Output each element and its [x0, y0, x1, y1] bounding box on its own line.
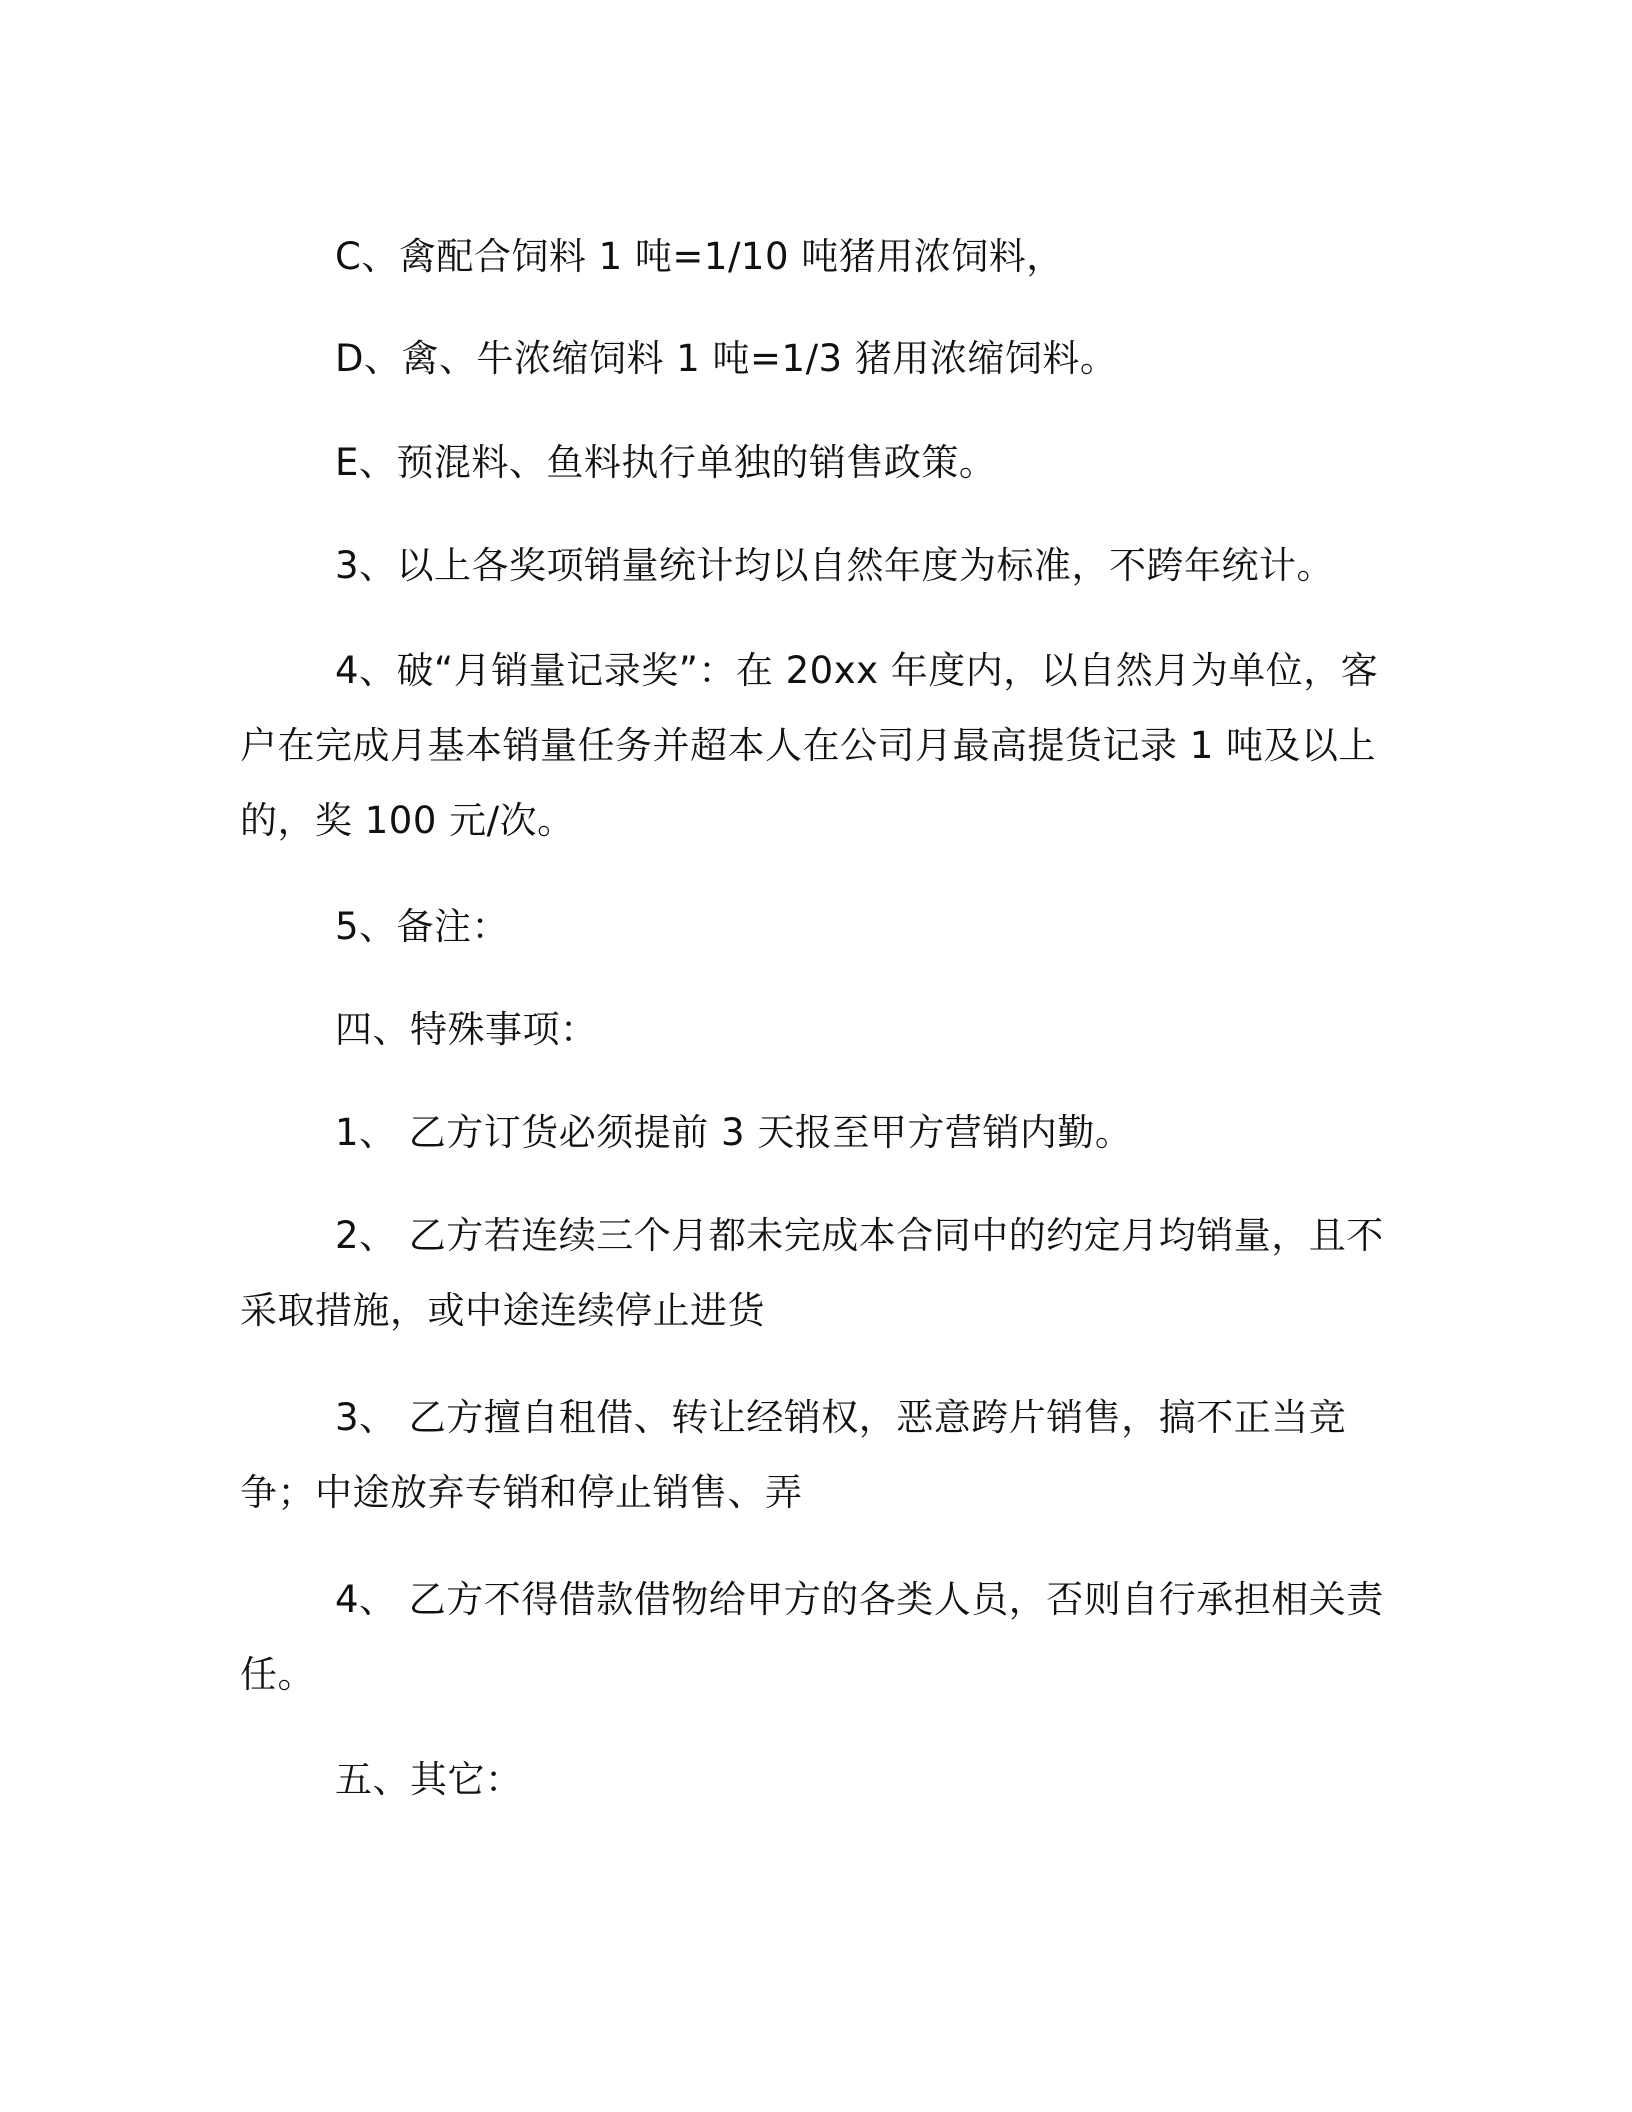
- paragraph-special-2: 2、 乙方若连续三个月都未完成本合同中的约定月均销量，且不采取措施，或中途连续停止进货: [240, 1214, 1384, 1332]
- paragraph-clause-4-award: 4、破“月销量记录奖”：在 20xx 年度内，以自然月为单位，客户在完成月基本销量任务并超本人在公司月最高提货记录 1 吨及以上的，奖 100 元/次。: [240, 649, 1379, 842]
- paragraph-clause-3: 3、以上各奖项销量统计均以自然年度为标准，不跨年统计。: [335, 544, 1335, 587]
- paragraph-item-c: C、禽配合饲料 1 吨=1/10 吨猪用浓饲料，: [335, 235, 1064, 278]
- paragraph-item-d: D、禽、牛浓缩饲料 1 吨=1/3 猪用浓缩饲料。: [335, 337, 1118, 380]
- section-heading-other: 五、其它：: [335, 1758, 523, 1801]
- section-heading-special: 四、特殊事项：: [335, 1008, 598, 1051]
- paragraph-special-3: 3、 乙方擅自租借、转让经销权，恶意跨片销售，搞不正当竞争；中途放弃专销和停止销售、弄: [240, 1396, 1347, 1514]
- paragraph-special-4: 4、 乙方不得借款借物给甲方的各类人员，否则自行承担相关责任。: [240, 1578, 1384, 1696]
- paragraph-item-e: E、预混料、鱼料执行单独的销售政策。: [335, 441, 997, 484]
- paragraph-clause-5-notes: 5、备注：: [335, 905, 510, 948]
- paragraph-special-1: 1、 乙方订货必须提前 3 天报至甲方营销内勤。: [335, 1111, 1133, 1154]
